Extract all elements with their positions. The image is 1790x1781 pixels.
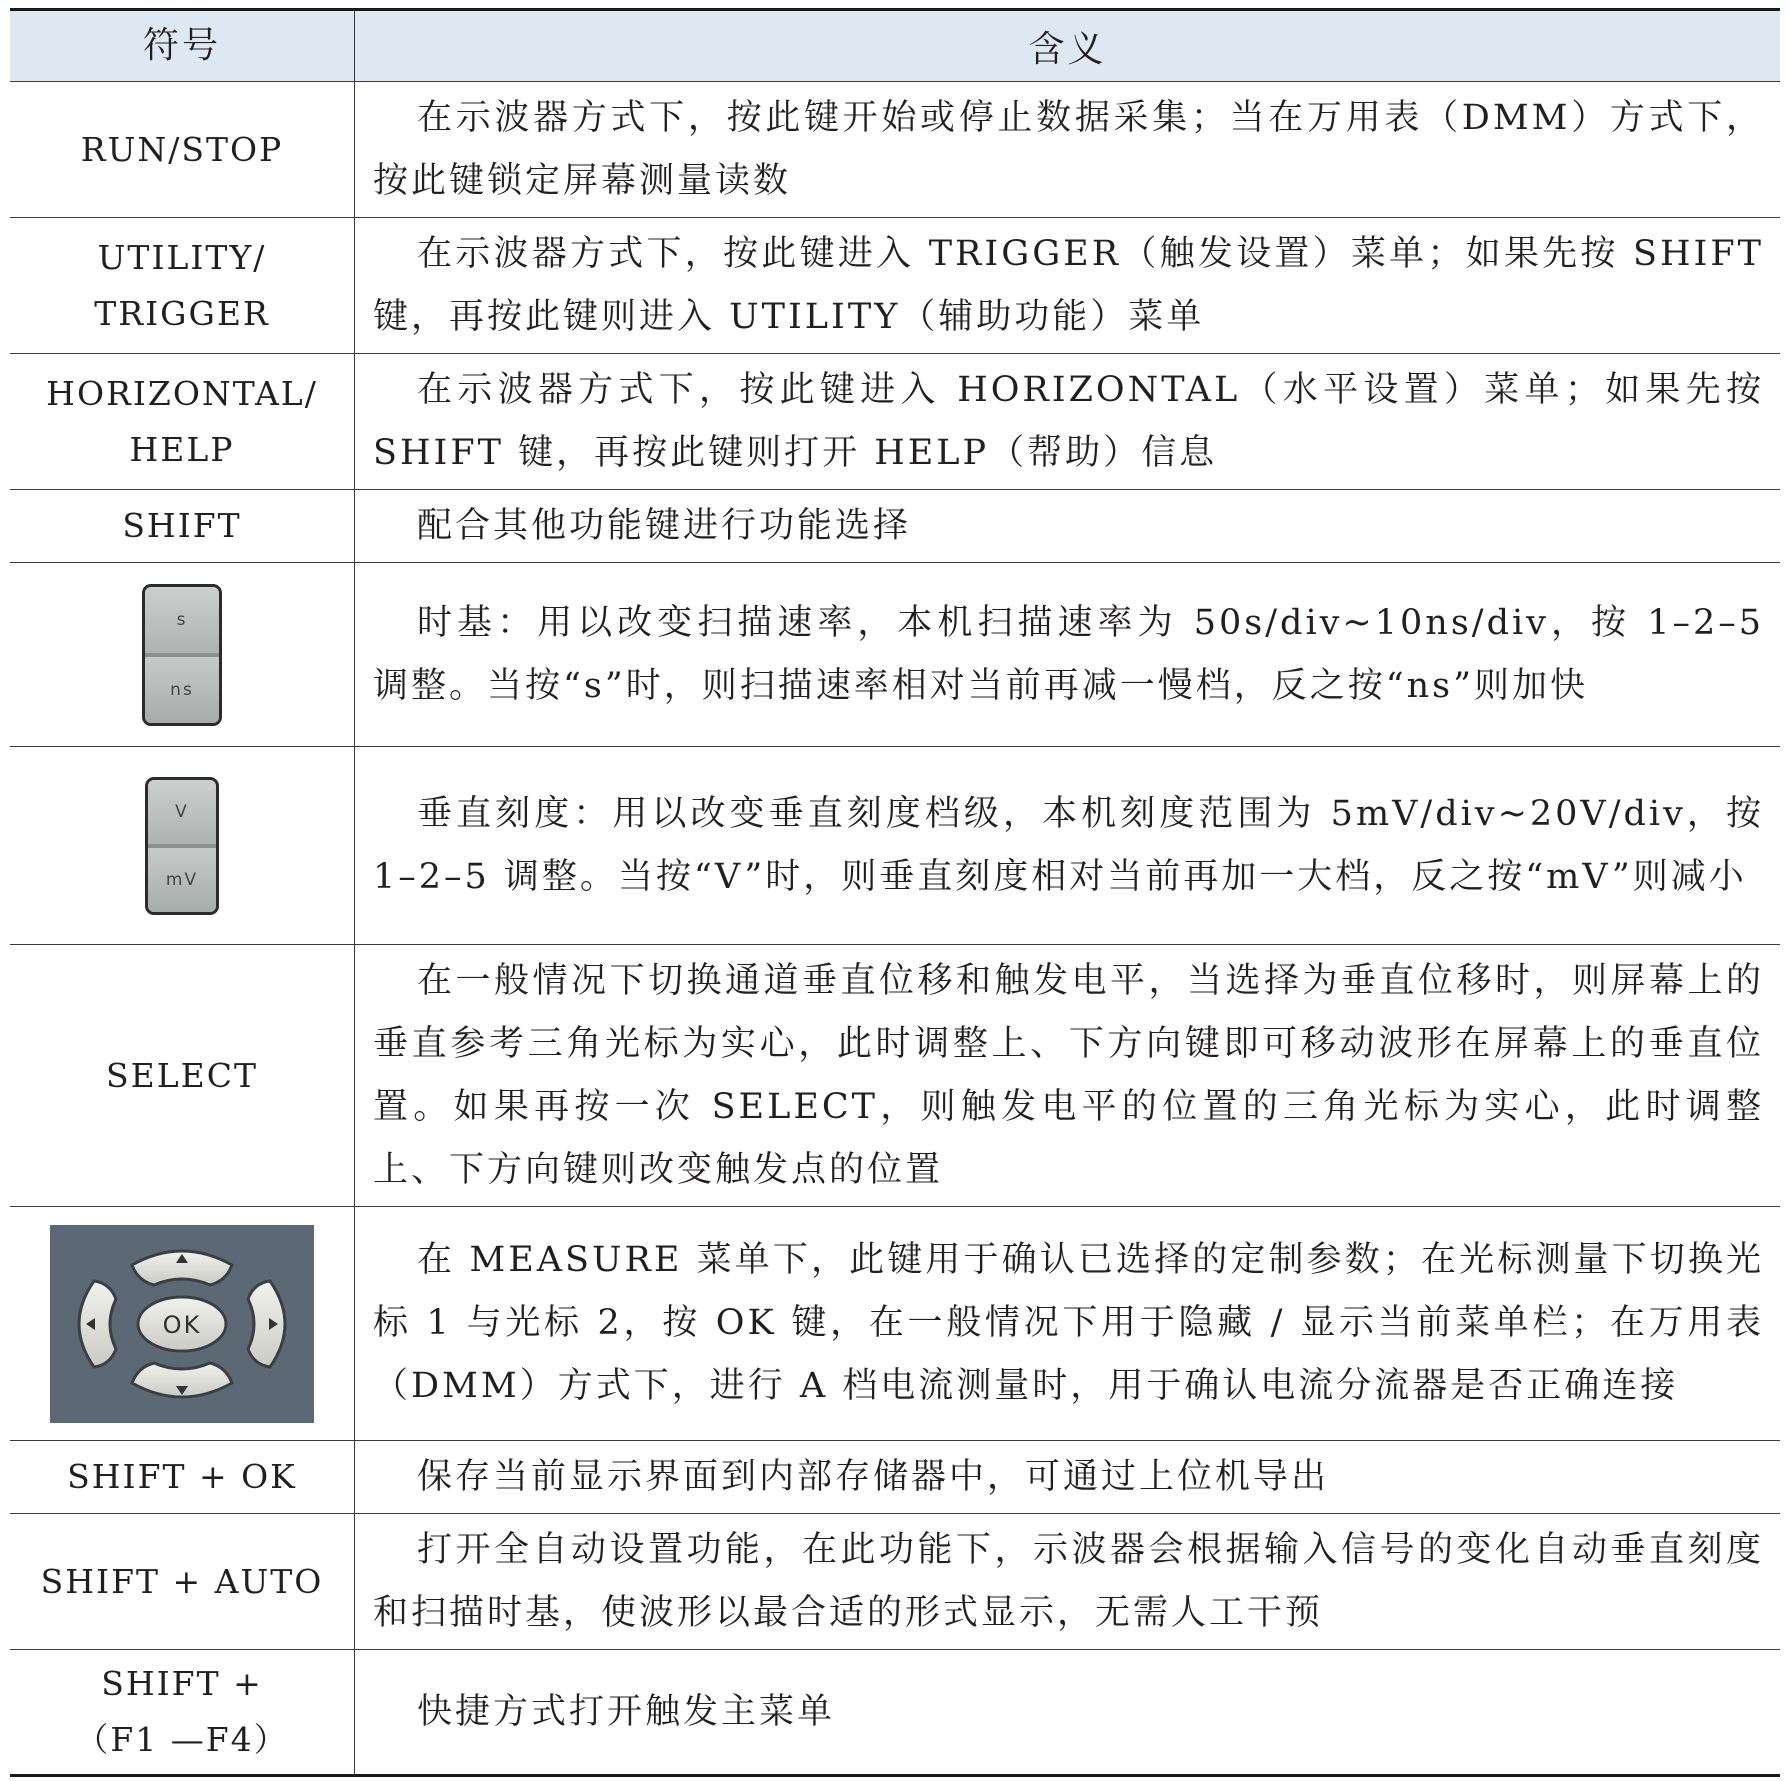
meaning-cell [355, 490, 1781, 563]
volts-rocker-key-icon [145, 777, 219, 915]
meaning-text: 在示波器方式下，按此键进入 TRIGGER（触发设置）菜单；如果先按 SHIFT 键，再按此键则进入 UTILITY（辅助功能）菜单 [373, 233, 1764, 337]
table-header [10, 10, 1780, 82]
table-row [10, 1441, 1780, 1514]
symbol-cell [10, 218, 355, 354]
symbol-cell [10, 1650, 355, 1776]
meaning-text: 快捷方式打开触发主菜单 [417, 1691, 836, 1732]
table-row [10, 354, 1780, 490]
symbol-line: UTILITY/ [97, 237, 267, 277]
symbol-line: HORIZONTAL/ [46, 373, 318, 413]
symbol-cell [10, 1207, 355, 1441]
table-row [10, 1514, 1780, 1650]
direction-pad-ok-icon [50, 1225, 314, 1423]
symbol-cell: RUN/STOP [10, 82, 355, 218]
meaning-text: 保存当前显示界面到内部存储器中，可通过上位机导出 [417, 1456, 1330, 1497]
symbol-cell [10, 354, 355, 490]
meaning-cell [355, 945, 1781, 1207]
meaning-cell [355, 1650, 1781, 1776]
v-key-label: V [148, 780, 216, 848]
meaning-cell [355, 1207, 1781, 1441]
table-row [10, 563, 1780, 747]
meaning-cell [355, 1441, 1781, 1514]
table-row [10, 747, 1780, 945]
table-row [10, 82, 1780, 218]
meaning-text: 在示波器方式下，按此键开始或停止数据采集；当在万用表（DMM）方式下，按此键锁定屏幕测量读数 [373, 97, 1764, 201]
symbol-line: TRIGGER [94, 293, 270, 333]
table-row [10, 945, 1780, 1207]
meaning-cell [355, 218, 1781, 354]
meaning-text: 打开全自动设置功能，在此功能下，示波器会根据输入信号的变化自动垂直刻度和扫描时基，使波形以最合适的形式显示，无需人工干预 [373, 1529, 1764, 1633]
meaning-text: 时基：用以改变扫描速率，本机扫描速率为 50s/div~10ns/div，按 1–2–5 调整。当按“s”时，则扫描速率相对当前再减一慢档，反之按“ns”则加快 [373, 602, 1764, 706]
timebase-rocker-key-icon [142, 584, 222, 726]
symbol-cell [10, 747, 355, 945]
table-row [10, 490, 1780, 563]
meaning-text: 在一般情况下切换通道垂直位移和触发电平，当选择为垂直位移时，则屏幕上的垂直参考三角光标为实心，此时调整上、下方向键即可移动波形在屏幕上的垂直位置。如果再按一次 SELECT，则触发电平的位置的三角光标为实心，此时调整上、下方向键则改变触发点的位置 [373, 960, 1764, 1190]
meaning-cell [355, 82, 1781, 218]
s-key-label: s [145, 587, 219, 657]
table-row [10, 1650, 1780, 1776]
table-row [10, 1207, 1780, 1441]
symbol-line: HELP [129, 429, 235, 469]
mv-key-label: mV [148, 848, 216, 912]
meaning-text: 垂直刻度：用以改变垂直刻度档级，本机刻度范围为 5mV/div~20V/div，按 1–2–5 调整。当按“V”时，则垂直刻度相对当前再加一大档，反之按“mV”则减小 [373, 793, 1764, 897]
header-meaning: 含义 [1028, 28, 1107, 70]
symbol-line: SHIFT + [101, 1664, 263, 1703]
symbol-cell: SHIFT [10, 490, 355, 563]
symbol-line: （F1 —F4） [75, 1720, 289, 1759]
meaning-text: 在 MEASURE 菜单下，此键用于确认已选择的定制参数；在光标测量下切换光标 1 与光标 2，按 OK 键，在一般情况下用于隐藏 / 显示当前菜单栏；在万用表（DMM）方式下，进行 A 档电流测量时，用于确认电流分流器是否正确连接 [373, 1240, 1764, 1406]
header-symbol: 符号 [10, 10, 355, 82]
ns-key-label: ns [145, 657, 219, 723]
symbol-cell: SELECT [10, 945, 355, 1207]
symbol-cell: SHIFT + OK [10, 1441, 355, 1514]
meaning-cell [355, 747, 1781, 945]
table-row [10, 218, 1780, 354]
key-function-table [10, 8, 1780, 1777]
symbol-cell: SHIFT + AUTO [10, 1514, 355, 1650]
meaning-cell [355, 1514, 1781, 1650]
meaning-cell [355, 563, 1781, 747]
meaning-cell [355, 354, 1781, 490]
dpad-graphic [50, 1225, 314, 1423]
meaning-text: 配合其他功能键进行功能选择 [417, 505, 912, 546]
symbol-cell [10, 563, 355, 747]
meaning-text: 在示波器方式下，按此键进入 HORIZONTAL（水平设置）菜单；如果先按 SHIFT 键，再按此键则打开 HELP（帮助）信息 [373, 369, 1764, 473]
ok-key-label: OK [162, 1310, 202, 1339]
